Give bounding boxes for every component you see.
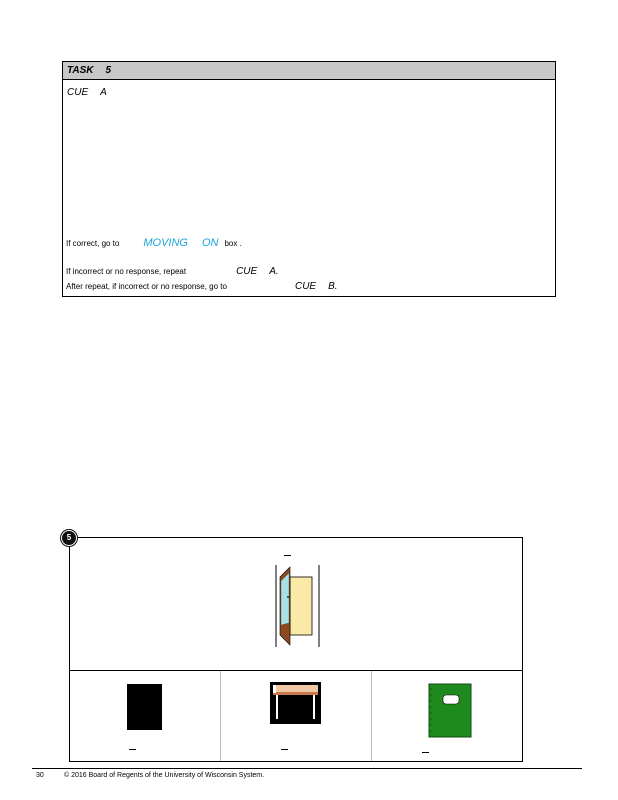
main-image-dash bbox=[284, 555, 291, 556]
moving-text: MOVING bbox=[143, 237, 188, 249]
after-prefix: After repeat, if incorrect or no response, go to bbox=[66, 282, 227, 291]
choice-3-dash bbox=[422, 752, 429, 753]
after-cue: CUE bbox=[294, 281, 317, 292]
notebook-icon[interactable] bbox=[428, 683, 472, 738]
correct-prefix: If correct, go to bbox=[66, 239, 120, 248]
footer-rule bbox=[32, 768, 582, 769]
box-period: . bbox=[239, 239, 242, 248]
choice-1-dash bbox=[129, 749, 136, 750]
task-number: 5 bbox=[105, 65, 112, 76]
task-label: TASK bbox=[67, 65, 94, 76]
task-header bbox=[63, 62, 555, 80]
desk-icon[interactable] bbox=[270, 682, 322, 726]
black-square-icon[interactable] bbox=[127, 684, 163, 732]
on-text: ON bbox=[201, 237, 219, 249]
correct-instruction bbox=[66, 237, 242, 249]
choice-divider-2 bbox=[371, 671, 372, 761]
after-instruction bbox=[66, 281, 338, 292]
page-number: 30 bbox=[36, 772, 44, 779]
cue-word: CUE bbox=[67, 87, 89, 98]
choice-divider-1 bbox=[220, 671, 221, 761]
task-box bbox=[62, 61, 556, 297]
picture-card bbox=[69, 537, 523, 762]
choice-2-dash bbox=[281, 749, 288, 750]
copyright: © 2016 Board of Regents of the University of Wisconsin System. bbox=[64, 772, 265, 779]
cue-label bbox=[67, 87, 107, 98]
box-word: box bbox=[224, 239, 238, 248]
after-letter: B. bbox=[328, 281, 338, 292]
repeat-letter: A. bbox=[269, 266, 279, 277]
repeat-prefix: If incorrect or no response, repeat bbox=[66, 267, 187, 276]
open-door-icon[interactable] bbox=[272, 563, 324, 649]
cue-letter: A bbox=[100, 87, 107, 98]
repeat-cue: CUE bbox=[236, 266, 258, 277]
item-number-badge: 5 bbox=[61, 530, 77, 546]
repeat-instruction bbox=[66, 266, 279, 277]
card-divider bbox=[70, 670, 522, 671]
